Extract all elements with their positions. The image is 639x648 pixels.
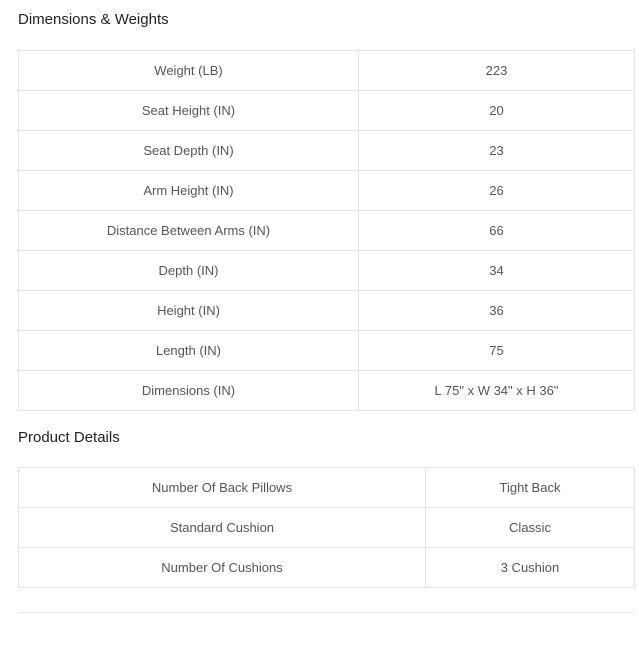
spec-label: Length (IN): [19, 331, 359, 371]
divider: [18, 612, 634, 613]
spec-label: Number Of Back Pillows: [19, 468, 426, 508]
spec-label: Seat Height (IN): [19, 91, 359, 131]
spec-value: 20: [359, 91, 635, 131]
spec-value: Tight Back: [426, 468, 635, 508]
product-details-title: Product Details: [18, 429, 120, 446]
spec-label: Depth (IN): [19, 251, 359, 291]
spec-value: 223: [359, 51, 635, 91]
spec-label: Number Of Cushions: [19, 548, 426, 588]
table-row: [19, 91, 635, 131]
spec-value: L 75" x W 34" x H 36": [359, 371, 635, 411]
table-row: [19, 51, 635, 91]
spec-label: Arm Height (IN): [19, 171, 359, 211]
dimensions-weights-title: Dimensions & Weights: [18, 11, 169, 28]
spec-value: 3 Cushion: [426, 548, 635, 588]
table-row: [19, 131, 635, 171]
table-row: [19, 331, 635, 371]
spec-label: Dimensions (IN): [19, 371, 359, 411]
table-row: [19, 251, 635, 291]
table-row: [19, 211, 635, 251]
spec-label: Weight (LB): [19, 51, 359, 91]
spec-label: Standard Cushion: [19, 508, 426, 548]
spec-value: 23: [359, 131, 635, 171]
spec-value: Classic: [426, 508, 635, 548]
spec-value: 36: [359, 291, 635, 331]
table-row: [19, 548, 635, 588]
table-row: [19, 291, 635, 331]
spec-value: 75: [359, 331, 635, 371]
table-row: [19, 508, 635, 548]
table-row: [19, 468, 635, 508]
spec-value: 66: [359, 211, 635, 251]
table-row: [19, 371, 635, 411]
spec-value: 34: [359, 251, 635, 291]
spec-value: 26: [359, 171, 635, 211]
spec-label: Height (IN): [19, 291, 359, 331]
product-details-table: [18, 467, 635, 588]
spec-label: Distance Between Arms (IN): [19, 211, 359, 251]
spec-label: Seat Depth (IN): [19, 131, 359, 171]
dimensions-table: [18, 50, 635, 411]
table-row: [19, 171, 635, 211]
